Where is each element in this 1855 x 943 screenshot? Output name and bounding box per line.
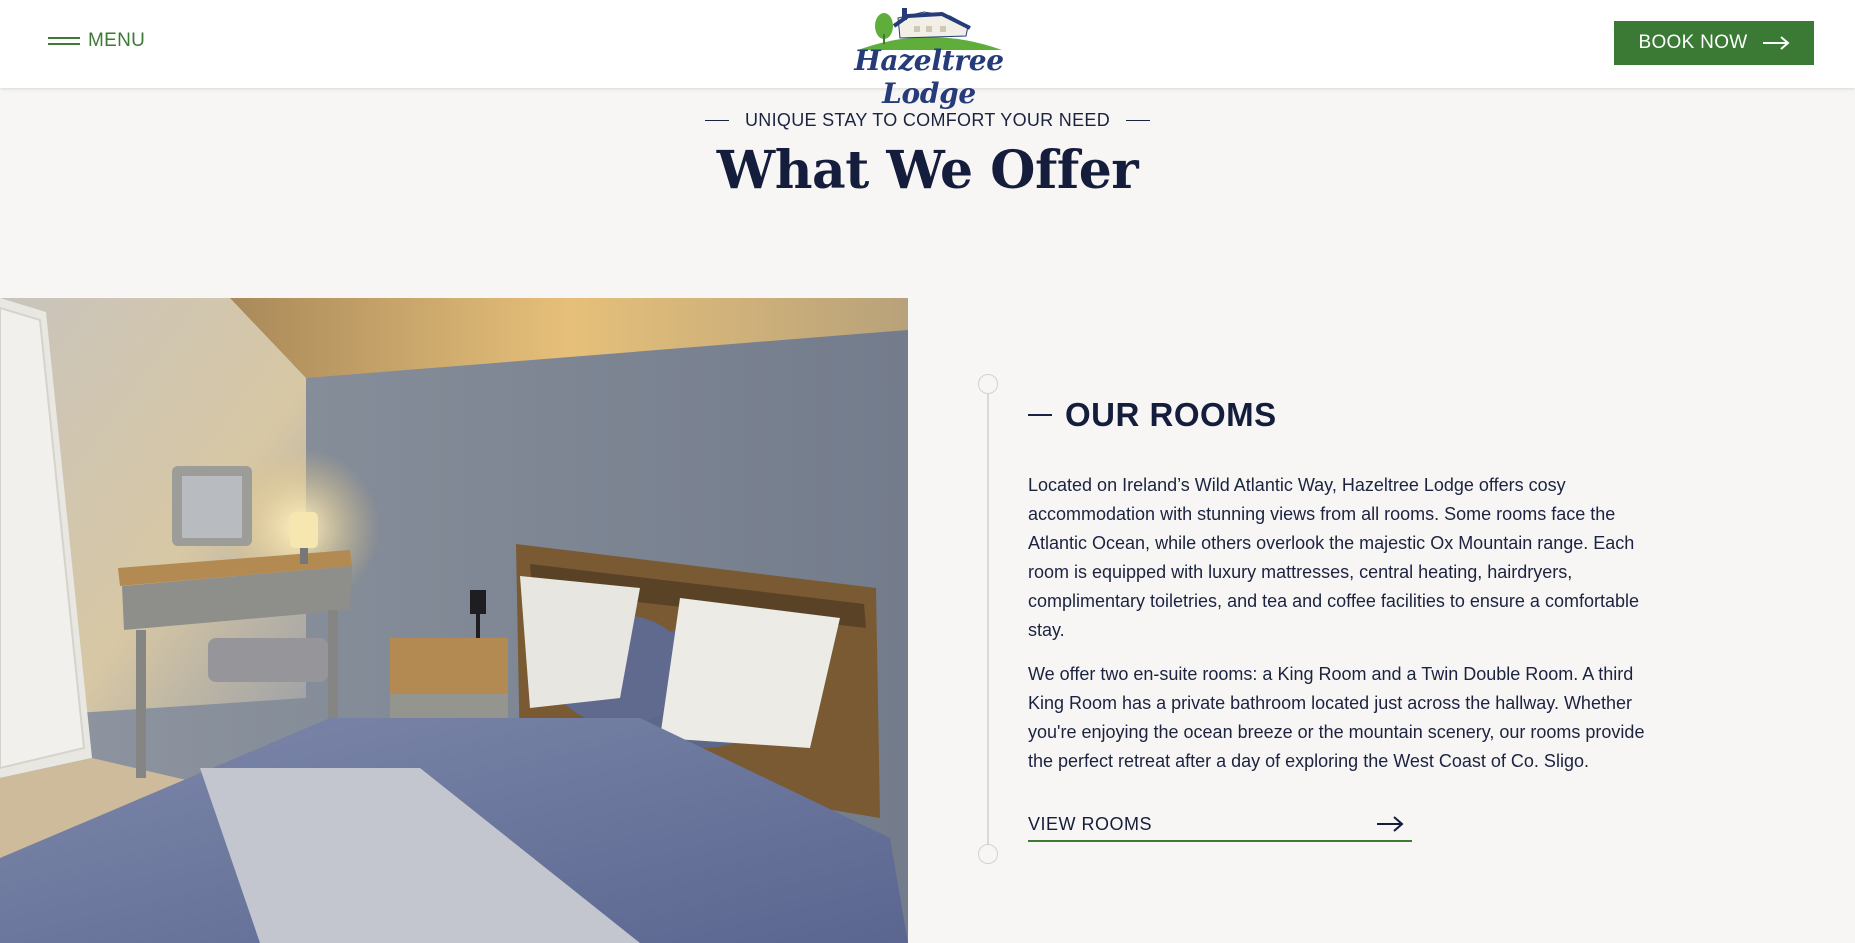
page-title: What We Offer	[716, 140, 1139, 201]
view-rooms-label: VIEW ROOMS	[1028, 814, 1153, 834]
timeline-dot-bottom	[978, 844, 998, 864]
rooms-description-2: We offer two en-suite rooms: a King Room and a Twin Double Room. A third King Room has a private bathroom located just across the hallway. Whether you're enjoying the ocean breeze or the mountain scenery, our rooms provide the perfect retreat after a day of exploring the West Coast of Co. Sligo.	[1028, 664, 1645, 771]
arrow-right-icon	[1762, 36, 1790, 50]
logo-text: Hazeltree Lodge	[854, 44, 1004, 110]
eyebrow-rule-left	[705, 120, 729, 121]
book-now-label: BOOK NOW	[1638, 32, 1748, 53]
section-eyebrow	[0, 110, 1855, 131]
site-header	[0, 0, 1855, 110]
timeline-line	[987, 384, 989, 854]
eyebrow-text: UNIQUE STAY TO COMFORT YOUR NEED	[745, 110, 1110, 130]
hamburger-icon	[48, 35, 80, 47]
menu-button[interactable]	[48, 30, 145, 52]
eyebrow-rule-right	[1126, 120, 1150, 121]
rooms-description-1: Located on Ireland’s Wild Atlantic Way, Hazeltree Lodge offers cosy accommodation with stunning views from all rooms. Some rooms face the Atlantic Ocean, while others overlook the majestic Ox Mountain range. Each room is equipped with luxury mattresses, central heating, hairdryers, complimentary toiletries, and tea and coffee facilities to ensure a comfortable stay.	[1028, 475, 1639, 640]
rooms-heading	[1028, 396, 1277, 434]
arrow-right-icon	[1376, 816, 1404, 832]
rooms-title: OUR ROOMS	[1065, 396, 1277, 433]
view-rooms-link[interactable]	[1028, 810, 1412, 842]
bedroom-photo	[0, 298, 908, 943]
book-now-button[interactable]	[1614, 21, 1814, 65]
site-logo[interactable]	[822, 4, 1036, 110]
timeline-dot-top	[978, 374, 998, 394]
menu-label: MENU	[88, 30, 146, 51]
heading-rule	[1028, 414, 1052, 416]
